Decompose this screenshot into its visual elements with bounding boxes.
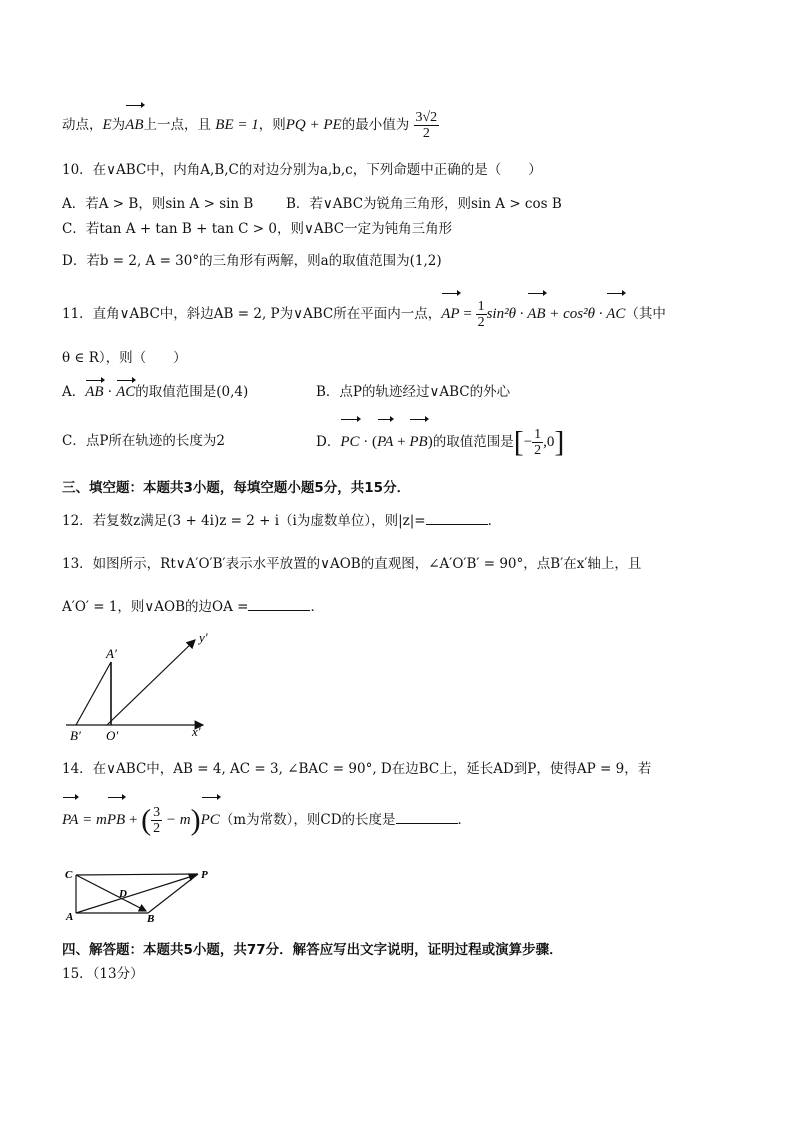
q14-segment-pb — [148, 874, 198, 913]
q10-stem: 10．在∨ABC中，内角A,B,C的对边分别为a,b,c，下列命题中正确的是（ ） — [62, 162, 542, 178]
q11-d-plus: + — [393, 434, 410, 450]
q11-stem-line1 — [62, 296, 666, 332]
q12-answer-blank[interactable] — [426, 510, 488, 525]
q11-cos-term: + cos²θ · — [545, 306, 607, 322]
q12-text: 12．若复数z满足(3 + 4i)z = 2 + i（i为虚数单位），则|z|= — [62, 513, 426, 529]
q14-segment-ap — [76, 875, 196, 913]
q14-frac-den: 2 — [153, 821, 161, 836]
q11-sin-term: sin²θ · — [486, 306, 528, 322]
q13-label-b: B′ — [70, 728, 81, 743]
q14-vector-pa: PA — [62, 800, 78, 840]
q11-d-text: 的取值范围是 — [432, 434, 514, 450]
q13-y-axis — [107, 640, 195, 725]
q11-d-close: ) — [427, 434, 433, 450]
q14-figure — [62, 862, 222, 924]
q11-d-range-den: 2 — [534, 443, 542, 458]
q11-d-range-fraction — [532, 427, 543, 458]
q11-d-left-bracket: [ — [513, 425, 524, 459]
q14-label-b: B — [147, 913, 155, 924]
q11-a-dot: · — [103, 384, 117, 400]
q14-segment-cb — [76, 875, 146, 911]
q11-d-label: D． — [316, 434, 341, 450]
q11-d-range-num: 1 — [534, 427, 542, 442]
q11-d-vector-pa: PA — [377, 422, 393, 462]
q12-line — [62, 510, 501, 530]
q13-answer-blank[interactable] — [248, 596, 310, 611]
q11-vector-ac: AC — [606, 296, 625, 332]
q9-text: 的最小值为 — [341, 117, 410, 133]
q14-label-p: P — [201, 869, 208, 881]
q11-d-range-end: ,0 — [543, 434, 555, 450]
q9-answer-denominator: 2 — [422, 126, 430, 141]
q14-plus: + — [125, 812, 142, 828]
q11-d-dot: · ( — [359, 434, 377, 450]
q14-fraction — [151, 805, 162, 836]
q9-answer-numerator: 3√2 — [415, 110, 438, 125]
q9-arc-ab: AB — [125, 108, 143, 142]
q11-a-label: A． — [62, 384, 86, 400]
q14-line2 — [62, 800, 471, 840]
section-3-title: 三、填空题：本题共3小题，每填空题小题5分，共15分． — [62, 480, 411, 496]
q14-left-paren: ( — [141, 803, 152, 837]
q10-option-b: B．若∨ABC为锐角三角形，则sin A > cos B — [286, 196, 562, 212]
q11-a-vector-ab: AB — [85, 384, 104, 400]
q15-title: 15．（13分） — [62, 966, 144, 982]
q13-line2 — [62, 596, 324, 616]
q13-end: ． — [310, 599, 324, 615]
q14-text: （m为常数），则CD的长度是 — [219, 812, 396, 828]
q10-option-c: C．若tan A + tan B + tan C > 0，则∨ABC一定为钝角三角形 — [62, 221, 453, 237]
q11-a-text: 的取值范围是(0,4) — [135, 384, 249, 400]
q9-answer-fraction — [414, 110, 440, 141]
q14-answer-blank[interactable] — [396, 809, 458, 824]
q11-d-right-bracket: ] — [554, 425, 565, 459]
q11-stem-line2: θ ∈ R），则（ ） — [62, 350, 187, 366]
q9-eq-pq-pe: PQ + PE — [285, 117, 342, 133]
q11-d-vector-pb: PB — [409, 422, 427, 462]
q10-option-d: D．若b = 2, A = 30°的三角形有两解，则a的取值范围为(1,2) — [62, 253, 442, 269]
q11-half-fraction — [476, 299, 487, 330]
q11-vector-ap: AP — [441, 296, 459, 332]
q13-label-x: x′ — [192, 724, 201, 739]
q11-d-minus: − — [523, 434, 533, 450]
q11-option-c: C．点P所在轨迹的长度为2 — [62, 433, 226, 449]
q13-figure — [62, 628, 222, 746]
q9-text: 动点， — [62, 117, 103, 133]
q14-vector-pb: PB — [107, 800, 125, 840]
q11-vector-ab: AB — [527, 296, 545, 332]
q11-option-a — [62, 383, 248, 401]
q11-half-num: 1 — [477, 299, 485, 314]
q14-vector-pc: PC — [201, 800, 220, 840]
q9-text: ，则 — [258, 117, 286, 133]
q13-segment-ab — [76, 662, 111, 725]
q9-tail-line — [62, 108, 439, 142]
section-4-title: 四、解答题：本题共5小题，共77分．解答应写出文字说明，证明过程或演算步骤． — [62, 942, 563, 958]
q11-d-vector-pc: PC — [340, 422, 359, 462]
q13-text: A′O′ = 1，则∨AOB的边OA = — [62, 599, 249, 615]
q11-a-vector-ac: AC — [116, 384, 136, 400]
q14-frac-num: 3 — [153, 805, 161, 820]
q14-equals-m: = m — [78, 812, 107, 828]
q13-line1: 13．如图所示，Rt∨A′O′B′表示水平放置的∨AOB的直观图，∠A′O′B′ = 90°，点B′在x′轴上，且 — [62, 556, 642, 572]
q11-stem-text: （其中 — [625, 306, 666, 322]
q12-end: ． — [487, 513, 502, 529]
q14-line1: 14．在∨ABC中，AB = 4, AC = 3, ∠BAC = 90°, D在边BC上，延长AD到P，使得AP = 9，若 — [62, 761, 652, 777]
q13-label-a: A′ — [106, 646, 117, 661]
q14-segment-cp — [76, 874, 198, 875]
q14-right-paren: ) — [190, 803, 201, 837]
q9-eq-be: BE = 1 — [215, 117, 259, 133]
q11-option-d — [316, 422, 564, 462]
q9-text: 上一点，且 — [143, 117, 211, 133]
q11-option-b: B．点P的轨迹经过∨ABC的外心 — [316, 384, 511, 400]
q11-equals: = — [459, 306, 476, 322]
q14-end: ． — [457, 812, 472, 828]
q14-label-a: A — [66, 911, 74, 923]
q10-option-a: A．若A > B，则sin A > sin B — [62, 196, 254, 212]
q14-minus-m: − m — [162, 812, 191, 828]
q14-label-d: D — [119, 888, 127, 900]
q9-var-e: E — [102, 117, 112, 133]
q13-label-y: y′ — [199, 630, 208, 645]
q14-label-c: C — [65, 869, 73, 881]
q9-text: 为 — [111, 117, 126, 133]
q11-stem-text: 11．直角∨ABC中，斜边AB = 2, P为∨ABC所在平面内一点， — [62, 306, 442, 322]
q13-label-o: O′ — [106, 728, 119, 743]
q11-half-den: 2 — [477, 315, 485, 330]
